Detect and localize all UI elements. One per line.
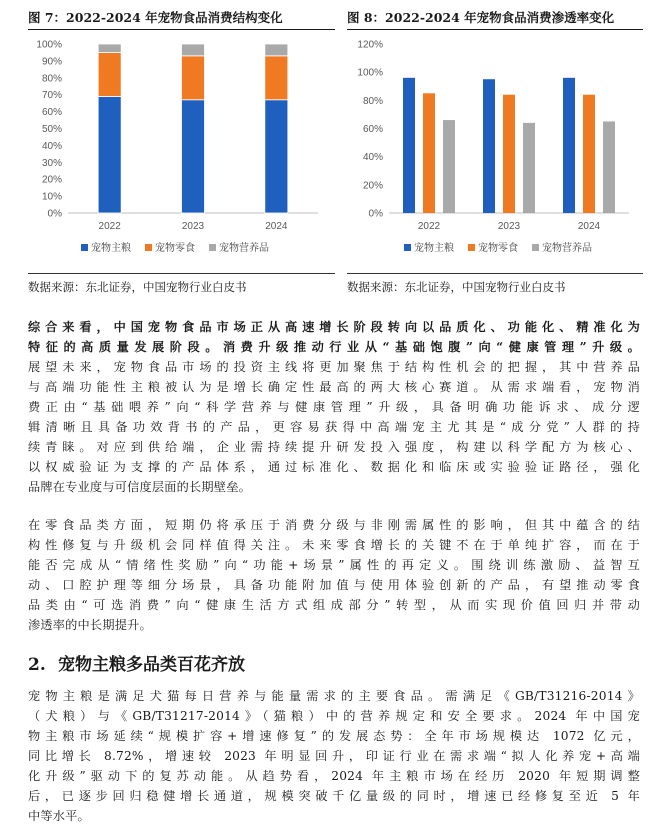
figure8-bottom-rule bbox=[347, 273, 643, 274]
bar bbox=[503, 95, 515, 213]
paragraph-line: 中等水平。 bbox=[28, 809, 90, 823]
legend-label: 宠物主粮 bbox=[414, 243, 454, 254]
bar-segment bbox=[182, 44, 205, 56]
y-tick-label: 10% bbox=[41, 191, 62, 203]
bar-segment bbox=[182, 56, 205, 100]
bar-segment bbox=[98, 96, 121, 213]
y-tick-label: 30% bbox=[41, 157, 62, 169]
y-tick-label: 40% bbox=[362, 152, 383, 164]
paragraph-line: 续青睐。对应到供给端，企业需持续提升研发投入强度，构建以科学配方为核心、 bbox=[28, 440, 640, 454]
figure7-bottom-rule bbox=[28, 273, 335, 274]
paragraph-line: 以权威验证为支撑的产品体系，通过标准化、数据化和临床或实验验证路径，强化 bbox=[28, 460, 640, 474]
bar-segment bbox=[265, 100, 288, 213]
paragraph-line: 渗透率的中长期提升。 bbox=[28, 618, 152, 632]
figure7-title: 图 7：2022-2024 年宠物食品消费结构变化 bbox=[28, 10, 283, 25]
x-tick-label: 2022 bbox=[98, 221, 121, 232]
figure8-title: 图 8：2022-2024 年宠物食品消费渗透率变化 bbox=[347, 10, 615, 25]
x-tick-label: 2022 bbox=[417, 221, 441, 232]
paragraph-line: 与高端功能性主粮被认为是增长确定性最高的两大核心赛道。从需求端看，宠物消 bbox=[28, 380, 640, 394]
y-tick-label: 100% bbox=[357, 67, 383, 79]
chart-penetration-rate bbox=[347, 32, 643, 272]
paragraph-line: 同比增长 8.72%，增速较 2023 年明显回升，印证行业在需求端“拟人化养宠+高端 bbox=[28, 749, 640, 763]
paragraph-line: 辑清晰且具备功效背书的产品，更容易获得中高端宠主尤其是“成分党”人群的持 bbox=[28, 420, 640, 434]
bar bbox=[403, 78, 415, 213]
y-tick-label: 100% bbox=[36, 39, 62, 51]
bar-segment bbox=[265, 44, 288, 56]
y-tick-label: 60% bbox=[362, 124, 383, 135]
legend-swatch bbox=[209, 244, 216, 251]
paragraph-line: 宠物主粮是满足犬猫每日营养与能量需求的主要食品。需满足《GB/T31216-2014》 bbox=[28, 689, 640, 703]
y-tick-label: 80% bbox=[362, 95, 383, 107]
paragraph-line: 能否完成从“情绪性奖励”向“功能+场景”属性的再定义。围绕训练激励、益智互 bbox=[28, 558, 640, 572]
paragraph-line: 品牌在专业度与可信度层面的长期壁垒。 bbox=[28, 480, 251, 494]
y-tick-label: 0% bbox=[368, 208, 383, 220]
y-tick-label: 80% bbox=[41, 73, 62, 85]
section-number: 2. bbox=[28, 655, 46, 675]
y-tick-label: 0% bbox=[47, 208, 62, 220]
figure7-top-rule bbox=[28, 29, 335, 30]
paragraph-summary bbox=[28, 317, 640, 497]
paragraph-line: 费正由“基础喂养”向“科学营养与健康管理”升级，具备明确功能诉求、成分逻 bbox=[28, 400, 640, 414]
y-tick-label: 50% bbox=[41, 124, 62, 135]
x-tick-label: 2023 bbox=[497, 221, 521, 232]
bar-segment bbox=[98, 44, 121, 52]
bar-segment bbox=[182, 100, 205, 213]
legend-swatch bbox=[81, 244, 88, 251]
paragraph-line: 构性修复与升级机会同样值得关注。未来零食增长的关键不在于单纯扩容，而在于 bbox=[28, 538, 640, 552]
y-tick-label: 60% bbox=[41, 107, 62, 119]
bar bbox=[483, 79, 495, 213]
x-tick-label: 2024 bbox=[265, 221, 288, 232]
figure8-top-rule bbox=[347, 29, 643, 30]
bar-segment bbox=[265, 56, 288, 100]
paragraph-line: 在零食品类方面，短期仍将承压于消费分级与非刚需属性的影响，但其中蕴含的结 bbox=[28, 518, 640, 532]
y-tick-label: 20% bbox=[41, 174, 62, 186]
y-tick-label: 70% bbox=[41, 90, 62, 102]
legend-swatch bbox=[532, 244, 539, 251]
paragraph-line: 化升级”驱动下的复苏动能。从趋势看，2024 年主粮市场在经历 2020 年短期调整 bbox=[28, 769, 640, 783]
paragraph-line: 特征的高质量发展阶段。消费升级推动行业从“基础饱腹”向“健康管理”升级。 bbox=[28, 340, 640, 354]
figure8-source: 数据来源：东北证券，中国宠物行业白皮书 bbox=[347, 280, 566, 294]
y-tick-label: 20% bbox=[362, 180, 383, 192]
paragraph-line: 品类由“可选消费”向“健康生活方式组成部分”转型，从而实现价值回归并带动 bbox=[28, 598, 640, 612]
legend-label: 宠物营养品 bbox=[542, 243, 592, 254]
y-tick-label: 120% bbox=[357, 39, 383, 51]
paragraph-line: 展望未来，宠物食品市场的投资主线将更加聚焦于结构性机会的把握，其中营养品 bbox=[28, 360, 640, 374]
legend-label: 宠物零食 bbox=[478, 243, 518, 254]
y-tick-label: 90% bbox=[41, 56, 62, 68]
bar bbox=[603, 121, 615, 213]
paragraph-staple-food bbox=[28, 686, 640, 826]
legend-swatch bbox=[145, 244, 152, 251]
bar bbox=[583, 95, 595, 213]
paragraph-line: 后，已逐步回归稳健增长通道，规模突破千亿量级的同时，增速已经修复至近 5 年 bbox=[28, 789, 640, 803]
figure7-source: 数据来源：东北证券，中国宠物行业白皮书 bbox=[28, 280, 247, 294]
chart-consumption-structure bbox=[28, 32, 335, 272]
legend-swatch bbox=[404, 244, 411, 251]
legend-label: 宠物营养品 bbox=[219, 243, 269, 254]
bar-segment bbox=[98, 52, 121, 96]
paragraph-line: （犬粮）与《GB/T31217-2014》（猫粮）中的营养规定和安全要求。2024 年中国宠 bbox=[28, 709, 640, 723]
x-tick-label: 2023 bbox=[181, 221, 205, 232]
bar bbox=[423, 93, 435, 213]
paragraph-line: 物主粮市场延续“规模扩容+增速修复”的发展态势：全年市场规模达 1072 亿元， bbox=[28, 729, 640, 743]
paragraph-snacks bbox=[28, 515, 640, 635]
section-heading bbox=[28, 650, 245, 675]
bar bbox=[563, 78, 575, 213]
paragraph-line: 综合来看，中国宠物食品市场正从高速增长阶段转向以品质化、功能化、精准化为 bbox=[28, 320, 640, 334]
x-tick-label: 2024 bbox=[577, 221, 601, 232]
legend-label: 宠物零食 bbox=[155, 243, 195, 254]
section-title: 宠物主粮多品类百花齐放 bbox=[58, 655, 245, 675]
legend-label: 宠物主粮 bbox=[91, 243, 131, 254]
paragraph-line: 动、口腔护理等细分场景，具备功能附加值与使用体验创新的产品，有望推动零食 bbox=[28, 578, 640, 592]
bar bbox=[523, 123, 535, 213]
y-tick-label: 40% bbox=[41, 140, 62, 152]
bar bbox=[443, 120, 455, 213]
legend-swatch bbox=[468, 244, 475, 251]
